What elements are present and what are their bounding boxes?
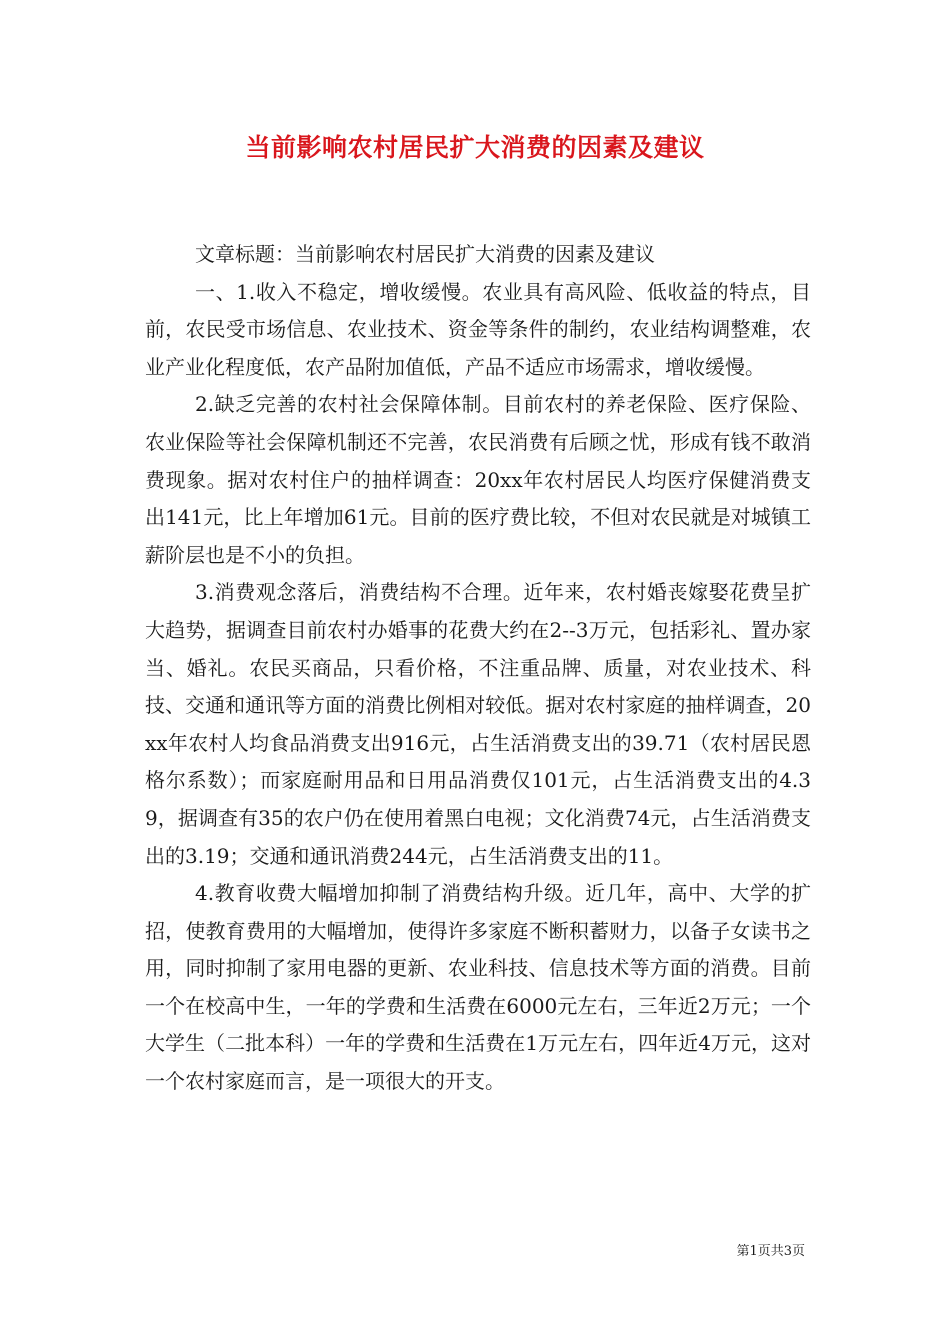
document-body	[145, 236, 811, 1101]
document-title: 当前影响农村居民扩大消费的因素及建议	[245, 133, 705, 162]
page-number-footer: 第1页共3页	[736, 1244, 805, 1259]
paragraph-income: 一、1.收入不稳定，增收缓慢。农业具有高风险、低收益的特点，目前，农民受市场信息、农业技术、资金等条件的制约，农业结构调整难，农业产业化程度低，农产品附加值低，产品不适应市场需求，增收缓慢。	[145, 279, 811, 379]
paragraph-article-heading: 文章标题：当前影响农村居民扩大消费的因素及建议	[195, 242, 655, 266]
paragraph-education-costs: 4.教育收费大幅增加抑制了消费结构升级。近几年，高中、大学的扩招，使教育费用的大幅增加，使得许多家庭不断积蓄财力，以备子女读书之用，同时抑制了家用电器的更新、农业科技、信息技术等方面的消费。目前一个在校高中生，一年的学费和生活费在6000元左右，三年近2万元；一个大学生（二批本科）一年的学费和生活费在1万元左右，四年近4万元，这对一个农村家庭而言，是一项很大的开支。	[145, 881, 811, 1094]
paragraph-consumption-structure: 3.消费观念落后，消费结构不合理。近年来，农村婚丧嫁娶花费呈扩大趋势，据调查目前农村办婚事的花费大约在2--3万元，包括彩礼、置办家当、婚礼。农民买商品，只看价格，不注重品牌、质量，对农业技术、科技、交通和通讯等方面的消费比例相对较低。据对农村家庭的抽样调查，20xx年农村人均食品消费支出916元，占生活消费支出的39.71（农村居民恩格尔系数）；而家庭耐用品和日用品消费仅101元，占生活消费支出的4.39，据调查有35的农户仍在使用着黑白电视；文化消费74元，占生活消费支出的3.19；交通和通讯消费244元，占生活消费支出的11。	[145, 580, 811, 868]
paragraph-social-security: 2.缺乏完善的农村社会保障体制。目前农村的养老保险、医疗保险、农业保险等社会保障机制还不完善，农民消费有后顾之忧，形成有钱不敢消费现象。据对农村住户的抽样调查：20xx年农村居民人均医疗保健消费支出141元，比上年增加61元。目前的医疗费比较，不但对农民就是对城镇工薪阶层也是不小的负担。	[145, 392, 811, 567]
